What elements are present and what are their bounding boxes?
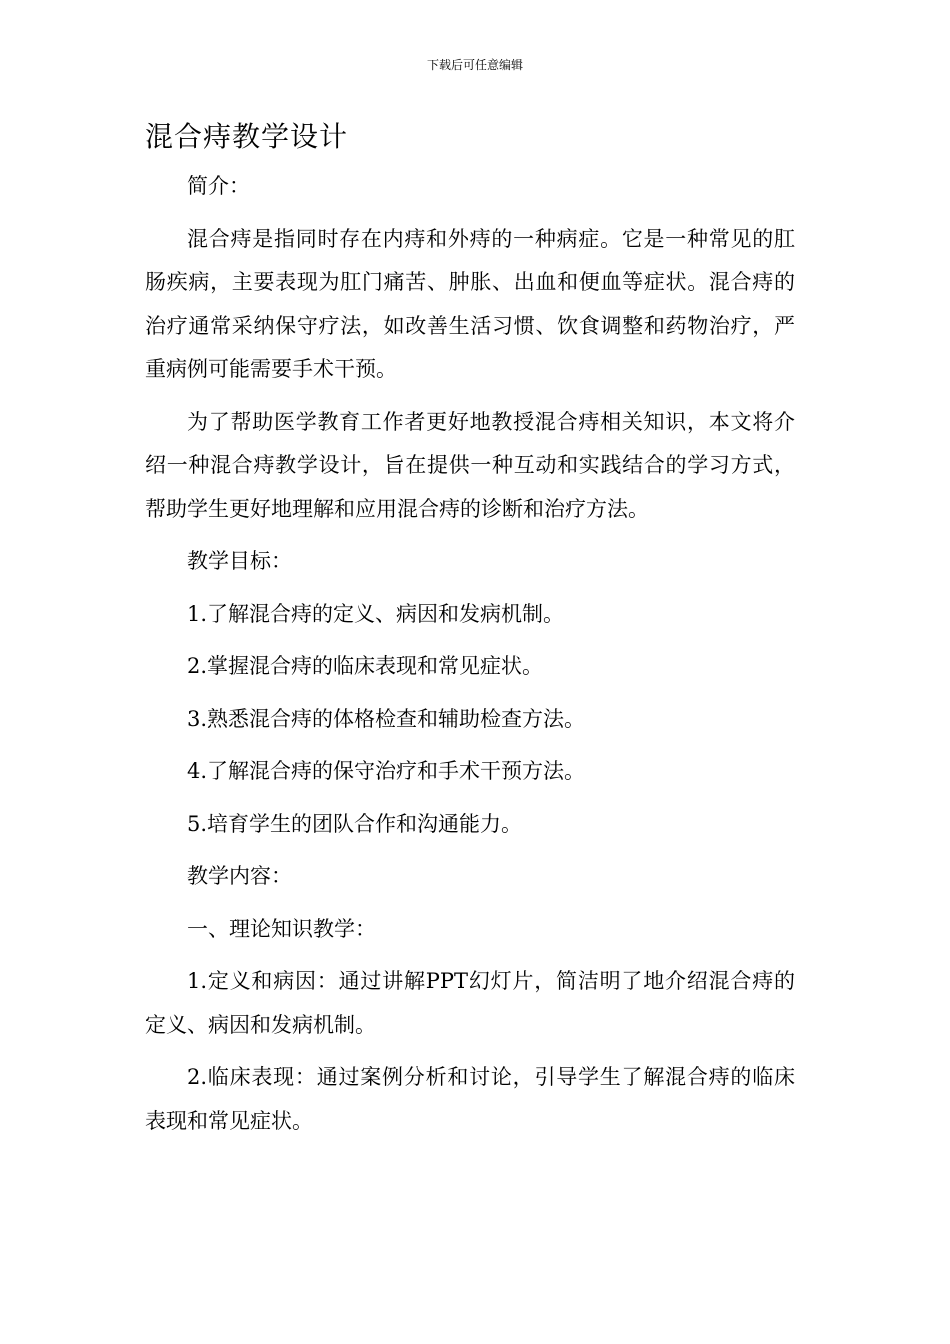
paragraph-intro-label: 简介： (187, 174, 250, 198)
page-header: 下载后可任意编辑 (426, 58, 523, 72)
goal-item: 4.了解混合痔的保守治疗和手术干预方法。 (187, 759, 586, 783)
content-item: 1.定义和病因：通过讲解PPT幻灯片，简洁明了地介绍混合痔的定义、病因和发病机制。 (145, 969, 795, 1037)
section-heading-theory: 一、理论知识教学： (187, 916, 376, 941)
paragraph-intro: 混合痔是指同时存在内痔和外痔的一种病症。它是一种常见的肛肠疾病，主要表现为肛门痛苦、肿胀、出血和便血等症状。混合痔的治疗通常采纳保守疗法，如改善生活习惯、饮食调整和药物治疗，严重病例可能需要手术干预。 (145, 226, 795, 381)
goal-item: 2.掌握混合痔的临床表现和常见症状。 (187, 654, 544, 678)
goal-item: 5.培育学生的团队合作和沟通能力。 (187, 811, 523, 836)
paragraph-purpose: 为了帮助医学教育工作者更好地教授混合痔相关知识，本文将介绍一种混合痔教学设计，旨在提供一种互动和实践结合的学习方式，帮助学生更好地理解和应用混合痔的诊断和治疗方法。 (145, 409, 795, 521)
content-item: 2.临床表现：通过案例分析和讨论，引导学生了解混合痔的临床表现和常见症状。 (145, 1065, 795, 1133)
paragraph-goals-label: 教学目标： (187, 549, 292, 573)
goal-item: 1.了解混合痔的定义、病因和发病机制。 (187, 601, 565, 626)
document-body (145, 165, 795, 1152)
paragraph-content-label: 教学内容： (187, 864, 292, 888)
goal-item: 3.熟悉混合痔的体格检查和辅助检查方法。 (187, 706, 586, 731)
document-title: 混合痔教学设计 (145, 120, 349, 153)
